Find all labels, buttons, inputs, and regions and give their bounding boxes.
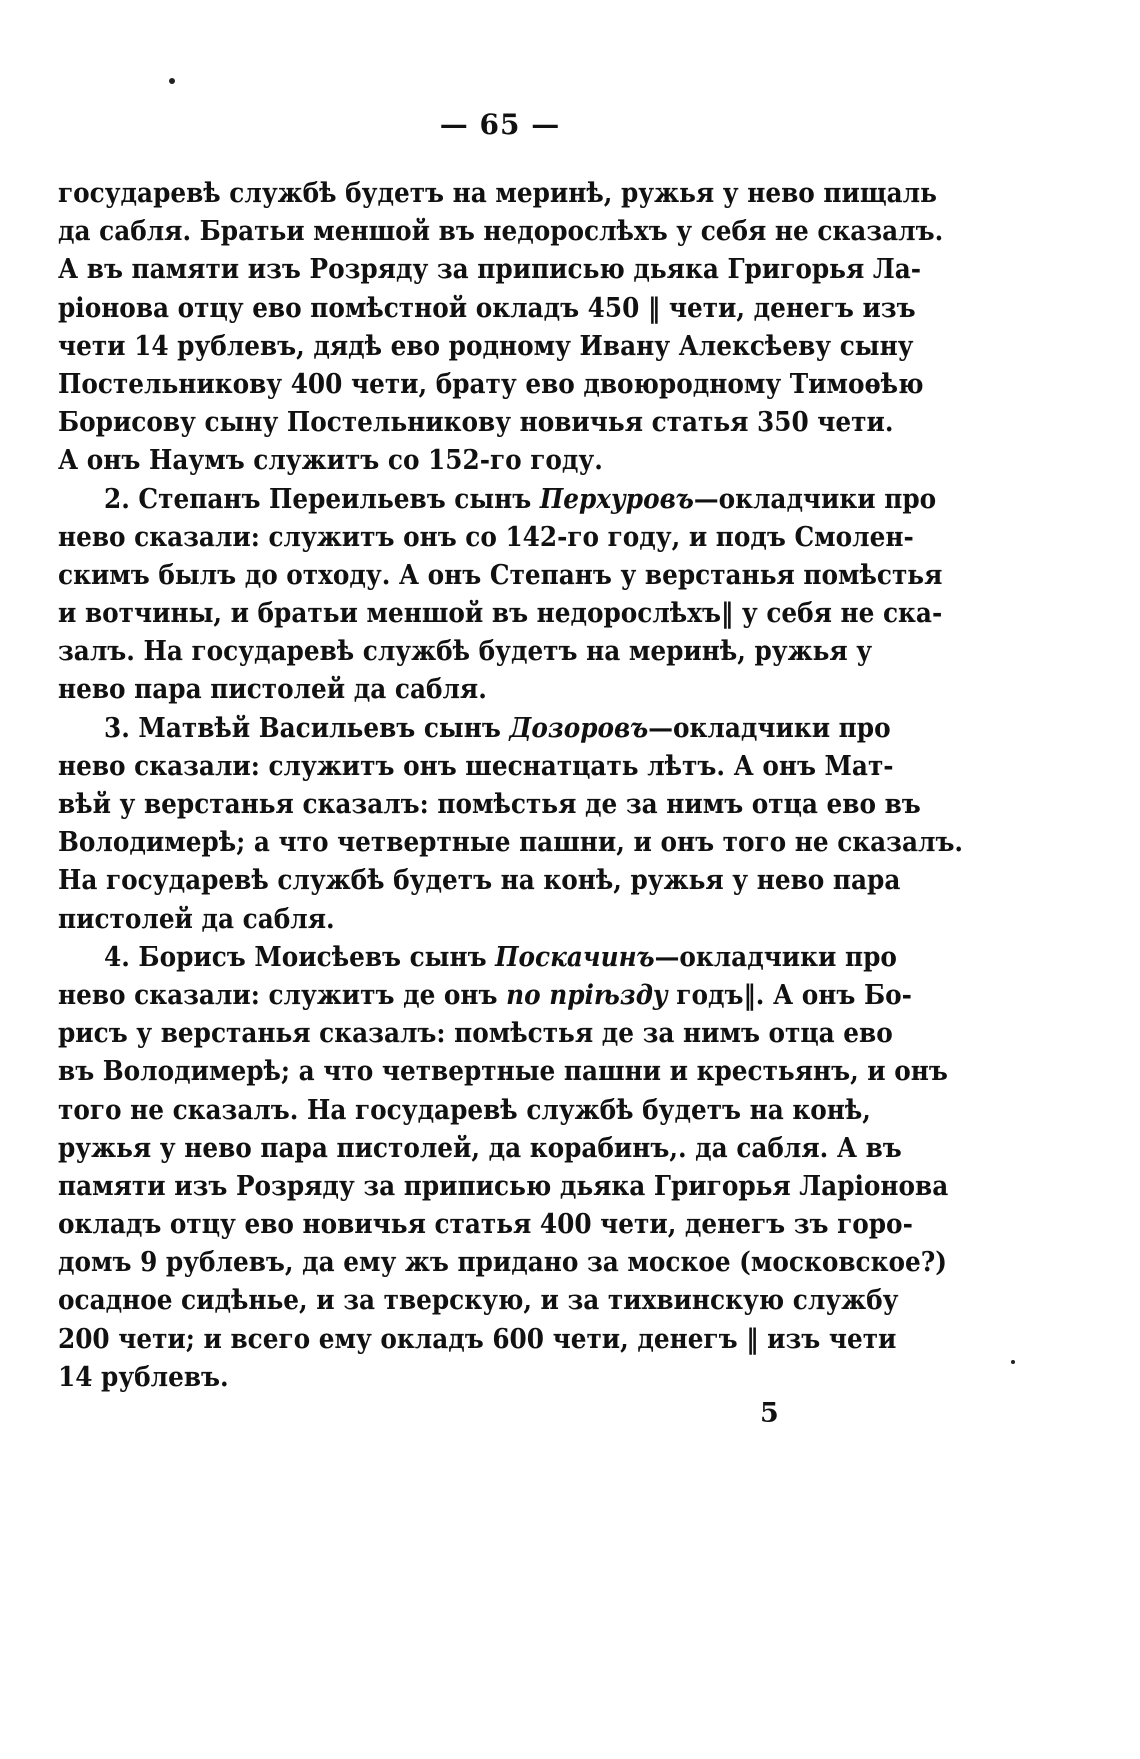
text-line <box>58 1129 902 1167</box>
text-line <box>58 518 914 556</box>
line-text: да сабля. Братьи меншой въ недорослѣхъ у себя не сказалъ. <box>58 215 944 248</box>
line-text: ріонова отцу ево помѣстной окладъ 450 ‖ чети, денегъ изъ <box>58 291 916 324</box>
line-text: 14 рублевъ. <box>58 1360 229 1393</box>
line-text: залъ. На государевѣ службѣ будетъ на меринѣ, ружья у <box>58 635 873 668</box>
line-text: государевѣ службѣ будетъ на меринѣ, ружья у нево пищаль <box>58 177 937 209</box>
text-line <box>58 632 873 670</box>
scan-speck <box>169 78 175 84</box>
text-line <box>58 1091 871 1129</box>
line-text: окладъ отцу ево новичья статья 400 чети, денегъ зъ горо- <box>58 1208 913 1241</box>
line-text: 200 чети; и всего ему окладъ 600 чети, денегъ ‖ изъ чети <box>58 1322 897 1355</box>
text-line <box>58 1358 848 1396</box>
text-line <box>58 250 922 288</box>
text-line <box>58 1014 893 1052</box>
text-line <box>58 1052 948 1090</box>
paragraph <box>58 938 949 1396</box>
line-text: памяти изъ Розряду за приписью дьяка Григорья Ларіонова <box>58 1169 949 1202</box>
text-line <box>58 976 912 1014</box>
line-text: —окладчики про <box>654 940 897 973</box>
signature-mark: 5 <box>760 1398 779 1429</box>
line-text: чети 14 рублевъ, дядѣ ево родному Ивану Алексѣеву сыну <box>58 329 914 362</box>
text-line <box>58 556 943 594</box>
text-line <box>58 670 848 708</box>
line-text: домъ 9 рублевъ, да ему жъ придано за моское (московское?) <box>58 1246 947 1279</box>
line-text: рисъ у верстанья сказалъ: помѣстья де за нимъ отца ево <box>58 1017 893 1050</box>
text-line <box>58 594 943 632</box>
text-line <box>58 785 921 823</box>
line-text: На государевѣ службѣ будетъ на конѣ, ружья у нево пара <box>58 864 901 897</box>
page-number: — 65 — <box>439 108 561 141</box>
text-line <box>58 174 937 212</box>
text-line <box>58 365 924 403</box>
line-text: нево сказали: служитъ де онъ <box>58 978 507 1011</box>
line-text: осадное сидѣнье, и за тверскую, и за тихвинскую службу <box>58 1284 899 1317</box>
scan-speck <box>1011 1360 1015 1364</box>
italic-name: по пріѣзду <box>506 978 668 1011</box>
text-line <box>58 1320 897 1358</box>
text-line <box>58 480 937 518</box>
text-line <box>58 709 891 747</box>
text-line <box>58 1243 947 1281</box>
text-line <box>58 327 914 365</box>
line-text: Постельникову 400 чети, брату ево двоюродному Тимоѳѣю <box>58 367 924 400</box>
italic-name: Дозоровъ <box>509 711 649 744</box>
body-text <box>58 174 964 1396</box>
text-line <box>58 212 944 250</box>
line-text: нево сказали: служитъ онъ шеснатцать лѣтъ. А онъ Мат- <box>58 749 894 782</box>
line-text: Борисову сыну Постельникову новичья статья 350 чети. <box>58 406 894 439</box>
line-text: того не сказалъ. На государевѣ службѣ будетъ на конѣ, <box>58 1093 871 1126</box>
line-text: —окладчики про <box>693 482 937 515</box>
line-text: 2. Степанъ Переильевъ сынъ <box>104 482 540 515</box>
line-text: пистолей да сабля. <box>58 902 335 935</box>
paragraph <box>58 480 943 709</box>
text-line <box>58 441 848 479</box>
line-text: —окладчики про <box>648 711 891 744</box>
line-text: ружья у нево пара пистолей, да корабинъ,. да сабля. А въ <box>58 1131 902 1164</box>
text-line <box>58 861 901 899</box>
text-line <box>58 1167 949 1205</box>
text-line <box>58 747 894 785</box>
italic-name: Перхуровъ <box>539 482 694 515</box>
text-line <box>58 1281 899 1319</box>
line-text: вѣй у верстанья сказалъ: помѣстья де за нимъ отца ево въ <box>58 788 921 820</box>
line-text: скимъ былъ до отходу. А онъ Степанъ у верстанья помѣстья <box>58 558 943 591</box>
text-line <box>58 403 894 441</box>
text-line <box>58 900 848 938</box>
text-line <box>58 289 916 327</box>
line-text: и вотчины, и братьи меншой въ недорослѣхъ‖ у себя не ска- <box>58 597 943 630</box>
line-text: А онъ Наумъ служитъ со 152-го году. <box>58 444 603 477</box>
line-text: въ Володимерѣ; а что четвертные пашни и крестьянъ, и онъ <box>58 1055 948 1088</box>
line-text: 3. Матвѣй Васильевъ сынъ <box>104 711 510 744</box>
text-line <box>58 1205 913 1243</box>
line-text: Володимерѣ; а что четвертные пашни, и онъ того не сказалъ. <box>58 826 964 859</box>
paragraph <box>58 709 964 938</box>
italic-name: Поскачинъ <box>495 940 655 973</box>
line-text: А въ памяти изъ Розряду за приписью дьяка Григорья Ла- <box>58 253 922 286</box>
line-text: нево сказали: служитъ онъ со 142-го году, и подъ Смолен- <box>58 520 914 553</box>
line-text: годъ‖. А онъ Бо- <box>667 978 912 1011</box>
line-text: нево пара пистолей да сабля. <box>58 673 487 706</box>
line-text: 4. Борисъ Моисѣевъ сынъ <box>104 940 496 973</box>
paragraph <box>58 174 944 480</box>
text-line <box>58 823 964 861</box>
text-line <box>58 938 897 976</box>
